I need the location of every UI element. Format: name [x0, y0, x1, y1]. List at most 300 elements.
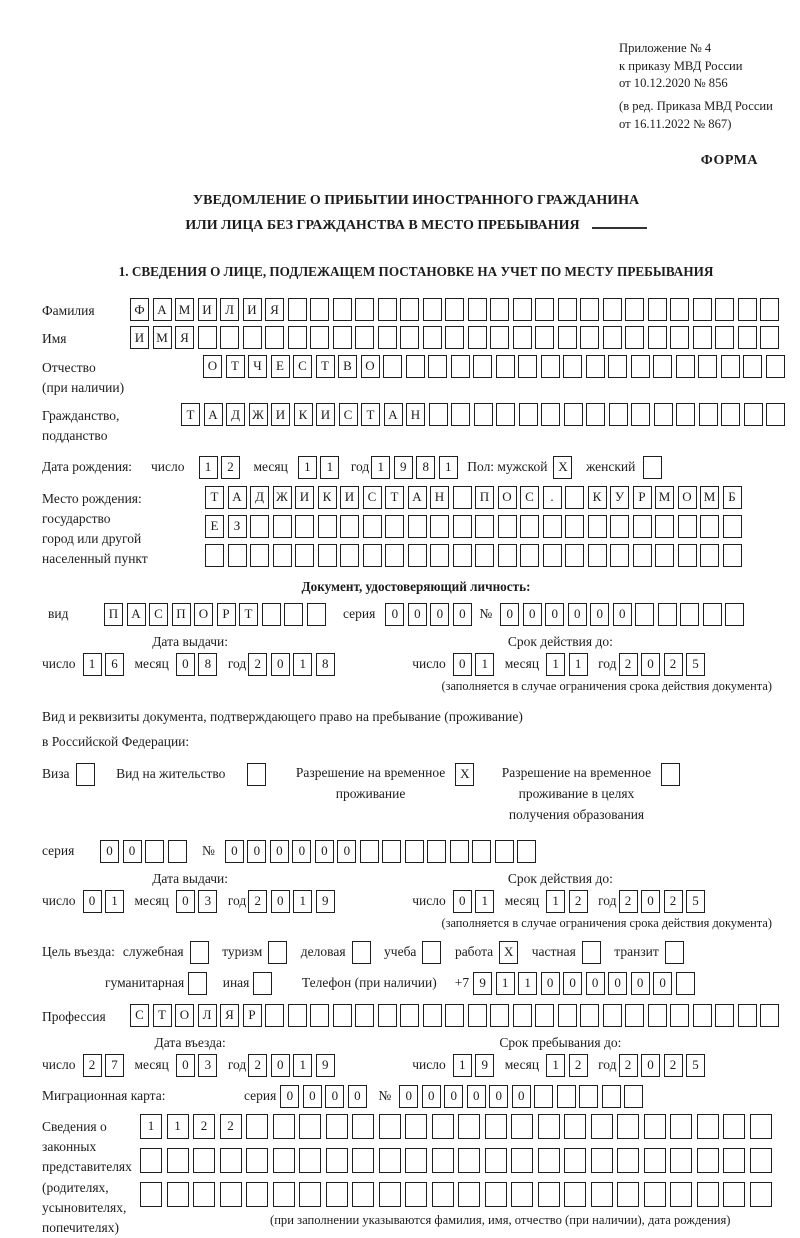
- form-cell[interactable]: 2: [248, 890, 267, 913]
- form-cell[interactable]: [655, 515, 674, 538]
- form-cell[interactable]: [631, 355, 650, 378]
- form-cell[interactable]: 5: [686, 1054, 705, 1077]
- form-cell[interactable]: [167, 1182, 189, 1207]
- form-cell[interactable]: [310, 298, 329, 321]
- form-cell[interactable]: [496, 403, 515, 426]
- form-cell[interactable]: [580, 326, 599, 349]
- birth-day-cells[interactable]: [199, 456, 244, 479]
- form-cell[interactable]: [558, 298, 577, 321]
- form-cell[interactable]: 0: [83, 890, 102, 913]
- form-cell[interactable]: Н: [406, 403, 425, 426]
- form-cell[interactable]: [400, 298, 419, 321]
- form-cell[interactable]: [405, 1114, 427, 1139]
- form-cell[interactable]: [518, 355, 537, 378]
- form-cell[interactable]: [723, 1148, 745, 1173]
- form-cell[interactable]: [490, 298, 509, 321]
- form-cell[interactable]: К: [294, 403, 313, 426]
- form-cell[interactable]: 2: [248, 653, 267, 676]
- form-cell[interactable]: [400, 1004, 419, 1027]
- form-cell[interactable]: О: [194, 603, 213, 626]
- form-cell[interactable]: [721, 403, 740, 426]
- form-cell[interactable]: С: [149, 603, 168, 626]
- form-cell[interactable]: [265, 1004, 284, 1027]
- form-cell[interactable]: [288, 1004, 307, 1027]
- form-cell[interactable]: [432, 1148, 454, 1173]
- form-cell[interactable]: 0: [303, 1085, 322, 1108]
- form-cell[interactable]: Т: [385, 486, 404, 509]
- form-cell[interactable]: [273, 515, 292, 538]
- form-cell[interactable]: 6: [105, 653, 124, 676]
- form-cell[interactable]: [655, 544, 674, 567]
- form-cell[interactable]: [563, 355, 582, 378]
- form-cell[interactable]: [284, 603, 303, 626]
- form-cell[interactable]: [205, 544, 224, 567]
- form-cell[interactable]: Д: [226, 403, 245, 426]
- form-cell[interactable]: 0: [545, 603, 564, 626]
- form-cell[interactable]: [193, 1182, 215, 1207]
- form-cell[interactable]: [703, 603, 722, 626]
- entry-year-cells[interactable]: [248, 1054, 338, 1077]
- form-cell[interactable]: М: [700, 486, 719, 509]
- form-cell[interactable]: А: [153, 298, 172, 321]
- form-cell[interactable]: [715, 298, 734, 321]
- form-cell[interactable]: И: [340, 486, 359, 509]
- form-cell[interactable]: [378, 1004, 397, 1027]
- form-cell[interactable]: 2: [664, 653, 683, 676]
- purpose-humanitarian-checkbox[interactable]: [188, 972, 211, 995]
- form-cell[interactable]: [250, 544, 269, 567]
- form-cell[interactable]: [485, 1182, 507, 1207]
- form-cell[interactable]: 0: [586, 972, 605, 995]
- form-cell[interactable]: 0: [467, 1085, 486, 1108]
- form-cell[interactable]: 2: [248, 1054, 267, 1077]
- form-cell[interactable]: [558, 326, 577, 349]
- form-cell[interactable]: 0: [270, 840, 289, 863]
- form-cell[interactable]: [475, 515, 494, 538]
- form-cell[interactable]: Е: [205, 515, 224, 538]
- citizenship-cells[interactable]: [181, 403, 789, 426]
- form-cell[interactable]: [697, 1148, 719, 1173]
- form-cell[interactable]: 0: [385, 603, 404, 626]
- form-cell[interactable]: О: [175, 1004, 194, 1027]
- form-cell[interactable]: [168, 840, 187, 863]
- form-cell[interactable]: 1: [293, 653, 312, 676]
- form-cell[interactable]: С: [293, 355, 312, 378]
- form-cell[interactable]: [495, 840, 514, 863]
- form-cell[interactable]: 3: [198, 890, 217, 913]
- form-cell[interactable]: [352, 1114, 374, 1139]
- form-cell[interactable]: [698, 355, 717, 378]
- form-cell[interactable]: М: [153, 326, 172, 349]
- form-cell[interactable]: [648, 326, 667, 349]
- form-cell[interactable]: 0: [641, 1054, 660, 1077]
- form-cell[interactable]: 1: [439, 456, 458, 479]
- form-cell[interactable]: 1: [293, 1054, 312, 1077]
- form-cell[interactable]: [721, 355, 740, 378]
- form-cell[interactable]: [610, 515, 629, 538]
- form-cell[interactable]: [485, 1114, 507, 1139]
- form-cell[interactable]: X: [499, 941, 518, 964]
- form-cell[interactable]: 0: [325, 1085, 344, 1108]
- form-cell[interactable]: [738, 326, 757, 349]
- form-cell[interactable]: [383, 355, 402, 378]
- form-cell[interactable]: 0: [422, 1085, 441, 1108]
- form-cell[interactable]: [299, 1114, 321, 1139]
- form-cell[interactable]: [423, 298, 442, 321]
- valid-month-cells[interactable]: [546, 653, 591, 676]
- form-cell[interactable]: П: [104, 603, 123, 626]
- form-cell[interactable]: [654, 403, 673, 426]
- form-cell[interactable]: 0: [176, 653, 195, 676]
- form-cell[interactable]: [458, 1148, 480, 1173]
- stay-month-cells[interactable]: [546, 1054, 591, 1077]
- form-cell[interactable]: [511, 1114, 533, 1139]
- form-cell[interactable]: [617, 1182, 639, 1207]
- form-cell[interactable]: [725, 603, 744, 626]
- form-cell[interactable]: 0: [613, 603, 632, 626]
- form-cell[interactable]: 9: [316, 1054, 335, 1077]
- form-cell[interactable]: И: [198, 298, 217, 321]
- form-cell[interactable]: [588, 515, 607, 538]
- form-cell[interactable]: [326, 1114, 348, 1139]
- valid-day-cells[interactable]: [453, 653, 498, 676]
- form-cell[interactable]: [723, 1114, 745, 1139]
- form-cell[interactable]: 0: [444, 1085, 463, 1108]
- form-cell[interactable]: .: [543, 486, 562, 509]
- form-cell[interactable]: 0: [348, 1085, 367, 1108]
- purpose-other-checkbox[interactable]: [253, 972, 276, 995]
- form-cell[interactable]: 8: [198, 653, 217, 676]
- form-cell[interactable]: 1: [105, 890, 124, 913]
- form-cell[interactable]: [243, 326, 262, 349]
- form-cell[interactable]: [693, 326, 712, 349]
- form-cell[interactable]: 3: [198, 1054, 217, 1077]
- form-cell[interactable]: [188, 972, 207, 995]
- form-cell[interactable]: [580, 298, 599, 321]
- form-cell[interactable]: [643, 456, 662, 479]
- temp-permit-checkbox[interactable]: [455, 763, 478, 786]
- form-cell[interactable]: В: [338, 355, 357, 378]
- form-cell[interactable]: [648, 1004, 667, 1027]
- issue-day-cells[interactable]: [83, 653, 128, 676]
- form-cell[interactable]: [661, 763, 680, 786]
- form-cell[interactable]: [340, 544, 359, 567]
- form-cell[interactable]: 0: [430, 603, 449, 626]
- form-cell[interactable]: [408, 515, 427, 538]
- form-cell[interactable]: [432, 1182, 454, 1207]
- form-cell[interactable]: 0: [292, 840, 311, 863]
- form-cell[interactable]: 0: [523, 603, 542, 626]
- form-cell[interactable]: [738, 1004, 757, 1027]
- form-cell[interactable]: Т: [316, 355, 335, 378]
- form-cell[interactable]: [307, 603, 326, 626]
- form-cell[interactable]: К: [318, 486, 337, 509]
- stay-year-cells[interactable]: [619, 1054, 709, 1077]
- form-cell[interactable]: [665, 941, 684, 964]
- form-cell[interactable]: [557, 1085, 576, 1108]
- form-cell[interactable]: [445, 1004, 464, 1027]
- form-cell[interactable]: 0: [512, 1085, 531, 1108]
- form-cell[interactable]: [580, 1004, 599, 1027]
- form-cell[interactable]: 9: [473, 972, 492, 995]
- form-cell[interactable]: [363, 515, 382, 538]
- form-cell[interactable]: [422, 941, 441, 964]
- form-cell[interactable]: [379, 1114, 401, 1139]
- form-cell[interactable]: Т: [239, 603, 258, 626]
- form-cell[interactable]: [538, 1182, 560, 1207]
- form-cell[interactable]: [145, 840, 164, 863]
- form-cell[interactable]: Т: [361, 403, 380, 426]
- form-cell[interactable]: [697, 1114, 719, 1139]
- res-series-cells[interactable]: [100, 840, 190, 863]
- form-cell[interactable]: Р: [217, 603, 236, 626]
- form-cell[interactable]: [565, 515, 584, 538]
- form-cell[interactable]: [268, 941, 287, 964]
- form-cell[interactable]: [534, 1085, 553, 1108]
- form-cell[interactable]: О: [203, 355, 222, 378]
- form-cell[interactable]: Я: [265, 298, 284, 321]
- representatives-row1[interactable]: [140, 1114, 776, 1139]
- form-cell[interactable]: [406, 355, 425, 378]
- res-issue-year-cells[interactable]: [248, 890, 338, 913]
- form-cell[interactable]: [453, 486, 472, 509]
- form-cell[interactable]: М: [175, 298, 194, 321]
- form-cell[interactable]: [333, 1004, 352, 1027]
- res-valid-day-cells[interactable]: [453, 890, 498, 913]
- form-cell[interactable]: [220, 1148, 242, 1173]
- form-cell[interactable]: [586, 403, 605, 426]
- form-cell[interactable]: [352, 941, 371, 964]
- birth-place-row3[interactable]: [205, 544, 745, 567]
- form-cell[interactable]: [427, 840, 446, 863]
- form-cell[interactable]: [564, 1114, 586, 1139]
- purpose-business-checkbox[interactable]: [190, 941, 213, 964]
- res-number-cells[interactable]: [225, 840, 540, 863]
- form-cell[interactable]: К: [588, 486, 607, 509]
- form-cell[interactable]: [167, 1148, 189, 1173]
- form-cell[interactable]: [541, 403, 560, 426]
- form-cell[interactable]: [228, 544, 247, 567]
- form-cell[interactable]: 0: [453, 603, 472, 626]
- form-cell[interactable]: [738, 298, 757, 321]
- form-cell[interactable]: [633, 544, 652, 567]
- form-cell[interactable]: [750, 1114, 772, 1139]
- form-cell[interactable]: [198, 326, 217, 349]
- form-cell[interactable]: [678, 544, 697, 567]
- form-cell[interactable]: [700, 515, 719, 538]
- purpose-study-checkbox[interactable]: [422, 941, 445, 964]
- form-cell[interactable]: Ч: [248, 355, 267, 378]
- form-cell[interactable]: О: [498, 486, 517, 509]
- entry-month-cells[interactable]: [176, 1054, 221, 1077]
- form-cell[interactable]: [670, 298, 689, 321]
- form-cell[interactable]: [405, 1148, 427, 1173]
- form-cell[interactable]: [265, 326, 284, 349]
- form-cell[interactable]: 2: [664, 1054, 683, 1077]
- form-cell[interactable]: [760, 1004, 779, 1027]
- visa-checkbox[interactable]: [76, 763, 99, 786]
- form-cell[interactable]: [625, 1004, 644, 1027]
- form-cell[interactable]: [715, 326, 734, 349]
- form-cell[interactable]: [625, 298, 644, 321]
- form-cell[interactable]: 0: [123, 840, 142, 863]
- form-cell[interactable]: [405, 840, 424, 863]
- form-cell[interactable]: [591, 1114, 613, 1139]
- form-cell[interactable]: М: [655, 486, 674, 509]
- form-cell[interactable]: [543, 515, 562, 538]
- form-cell[interactable]: [273, 1182, 295, 1207]
- form-cell[interactable]: [220, 326, 239, 349]
- form-cell[interactable]: [473, 355, 492, 378]
- form-cell[interactable]: [723, 515, 742, 538]
- form-cell[interactable]: 2: [619, 890, 638, 913]
- form-cell[interactable]: П: [172, 603, 191, 626]
- form-cell[interactable]: [333, 298, 352, 321]
- res-valid-month-cells[interactable]: [546, 890, 591, 913]
- form-cell[interactable]: П: [475, 486, 494, 509]
- form-cell[interactable]: 0: [271, 653, 290, 676]
- form-cell[interactable]: 0: [653, 972, 672, 995]
- form-cell[interactable]: [617, 1114, 639, 1139]
- form-cell[interactable]: 0: [489, 1085, 508, 1108]
- form-cell[interactable]: [385, 515, 404, 538]
- form-cell[interactable]: Р: [633, 486, 652, 509]
- form-cell[interactable]: [220, 1182, 242, 1207]
- form-cell[interactable]: [498, 544, 517, 567]
- form-cell[interactable]: А: [384, 403, 403, 426]
- form-cell[interactable]: Я: [175, 326, 194, 349]
- res-valid-year-cells[interactable]: [619, 890, 709, 913]
- form-cell[interactable]: [591, 1148, 613, 1173]
- patronymic-cells[interactable]: [203, 355, 788, 378]
- form-cell[interactable]: [582, 941, 601, 964]
- form-cell[interactable]: [513, 298, 532, 321]
- form-cell[interactable]: [535, 326, 554, 349]
- name-cells[interactable]: [130, 326, 783, 349]
- res-issue-day-cells[interactable]: [83, 890, 128, 913]
- form-cell[interactable]: [676, 355, 695, 378]
- form-cell[interactable]: 1: [83, 653, 102, 676]
- form-cell[interactable]: И: [295, 486, 314, 509]
- form-cell[interactable]: [451, 355, 470, 378]
- form-cell[interactable]: [670, 1114, 692, 1139]
- form-cell[interactable]: [430, 515, 449, 538]
- form-cell[interactable]: [644, 1148, 666, 1173]
- form-cell[interactable]: С: [130, 1004, 149, 1027]
- form-cell[interactable]: 1: [199, 456, 218, 479]
- form-cell[interactable]: 0: [408, 603, 427, 626]
- form-cell[interactable]: [246, 1182, 268, 1207]
- form-cell[interactable]: [458, 1182, 480, 1207]
- form-cell[interactable]: [295, 544, 314, 567]
- form-cell[interactable]: [496, 355, 515, 378]
- form-cell[interactable]: [468, 298, 487, 321]
- form-cell[interactable]: [453, 544, 472, 567]
- form-cell[interactable]: 9: [394, 456, 413, 479]
- birth-place-row2[interactable]: [205, 515, 745, 538]
- form-cell[interactable]: [723, 1182, 745, 1207]
- form-cell[interactable]: 1: [475, 653, 494, 676]
- form-cell[interactable]: [579, 1085, 598, 1108]
- mc-series-cells[interactable]: [280, 1085, 370, 1108]
- form-cell[interactable]: [295, 515, 314, 538]
- form-cell[interactable]: [262, 603, 281, 626]
- form-cell[interactable]: [766, 403, 785, 426]
- form-cell[interactable]: [588, 544, 607, 567]
- form-cell[interactable]: 1: [298, 456, 317, 479]
- form-cell[interactable]: 0: [453, 653, 472, 676]
- form-cell[interactable]: [648, 298, 667, 321]
- form-cell[interactable]: [246, 1114, 268, 1139]
- form-cell[interactable]: 2: [193, 1114, 215, 1139]
- form-cell[interactable]: [644, 1182, 666, 1207]
- representatives-row3[interactable]: [140, 1182, 776, 1207]
- form-cell[interactable]: [382, 840, 401, 863]
- form-cell[interactable]: И: [316, 403, 335, 426]
- form-cell[interactable]: [697, 1182, 719, 1207]
- form-cell[interactable]: 0: [590, 603, 609, 626]
- form-cell[interactable]: [76, 763, 95, 786]
- form-cell[interactable]: 0: [271, 1054, 290, 1077]
- form-cell[interactable]: Л: [220, 298, 239, 321]
- surname-cells[interactable]: [130, 298, 783, 321]
- form-cell[interactable]: 0: [631, 972, 650, 995]
- form-cell[interactable]: Б: [723, 486, 742, 509]
- form-cell[interactable]: 0: [399, 1085, 418, 1108]
- form-cell[interactable]: [451, 403, 470, 426]
- form-cell[interactable]: Р: [243, 1004, 262, 1027]
- form-cell[interactable]: Я: [220, 1004, 239, 1027]
- form-cell[interactable]: [385, 544, 404, 567]
- form-cell[interactable]: [490, 1004, 509, 1027]
- form-cell[interactable]: Т: [153, 1004, 172, 1027]
- form-cell[interactable]: 0: [608, 972, 627, 995]
- edu-permit-checkbox[interactable]: [661, 763, 684, 786]
- form-cell[interactable]: [432, 1114, 454, 1139]
- form-cell[interactable]: [288, 298, 307, 321]
- form-cell[interactable]: [445, 326, 464, 349]
- form-cell[interactable]: 9: [475, 1054, 494, 1077]
- form-cell[interactable]: А: [228, 486, 247, 509]
- form-cell[interactable]: [408, 544, 427, 567]
- form-cell[interactable]: 0: [641, 890, 660, 913]
- form-cell[interactable]: А: [408, 486, 427, 509]
- form-cell[interactable]: [558, 1004, 577, 1027]
- form-cell[interactable]: Ж: [273, 486, 292, 509]
- form-cell[interactable]: [190, 941, 209, 964]
- form-cell[interactable]: [273, 544, 292, 567]
- form-cell[interactable]: [193, 1148, 215, 1173]
- form-cell[interactable]: [766, 355, 785, 378]
- form-cell[interactable]: [617, 1148, 639, 1173]
- form-cell[interactable]: [405, 1182, 427, 1207]
- stay-day-cells[interactable]: [453, 1054, 498, 1077]
- res-issue-month-cells[interactable]: [176, 890, 221, 913]
- form-cell[interactable]: 0: [563, 972, 582, 995]
- form-cell[interactable]: [693, 298, 712, 321]
- form-cell[interactable]: [430, 544, 449, 567]
- form-cell[interactable]: [246, 1148, 268, 1173]
- form-cell[interactable]: 0: [176, 890, 195, 913]
- form-cell[interactable]: С: [339, 403, 358, 426]
- form-cell[interactable]: 0: [100, 840, 119, 863]
- form-cell[interactable]: 9: [316, 890, 335, 913]
- form-cell[interactable]: 5: [686, 890, 705, 913]
- form-cell[interactable]: [140, 1182, 162, 1207]
- form-cell[interactable]: [564, 1182, 586, 1207]
- form-cell[interactable]: [564, 403, 583, 426]
- form-cell[interactable]: [247, 763, 266, 786]
